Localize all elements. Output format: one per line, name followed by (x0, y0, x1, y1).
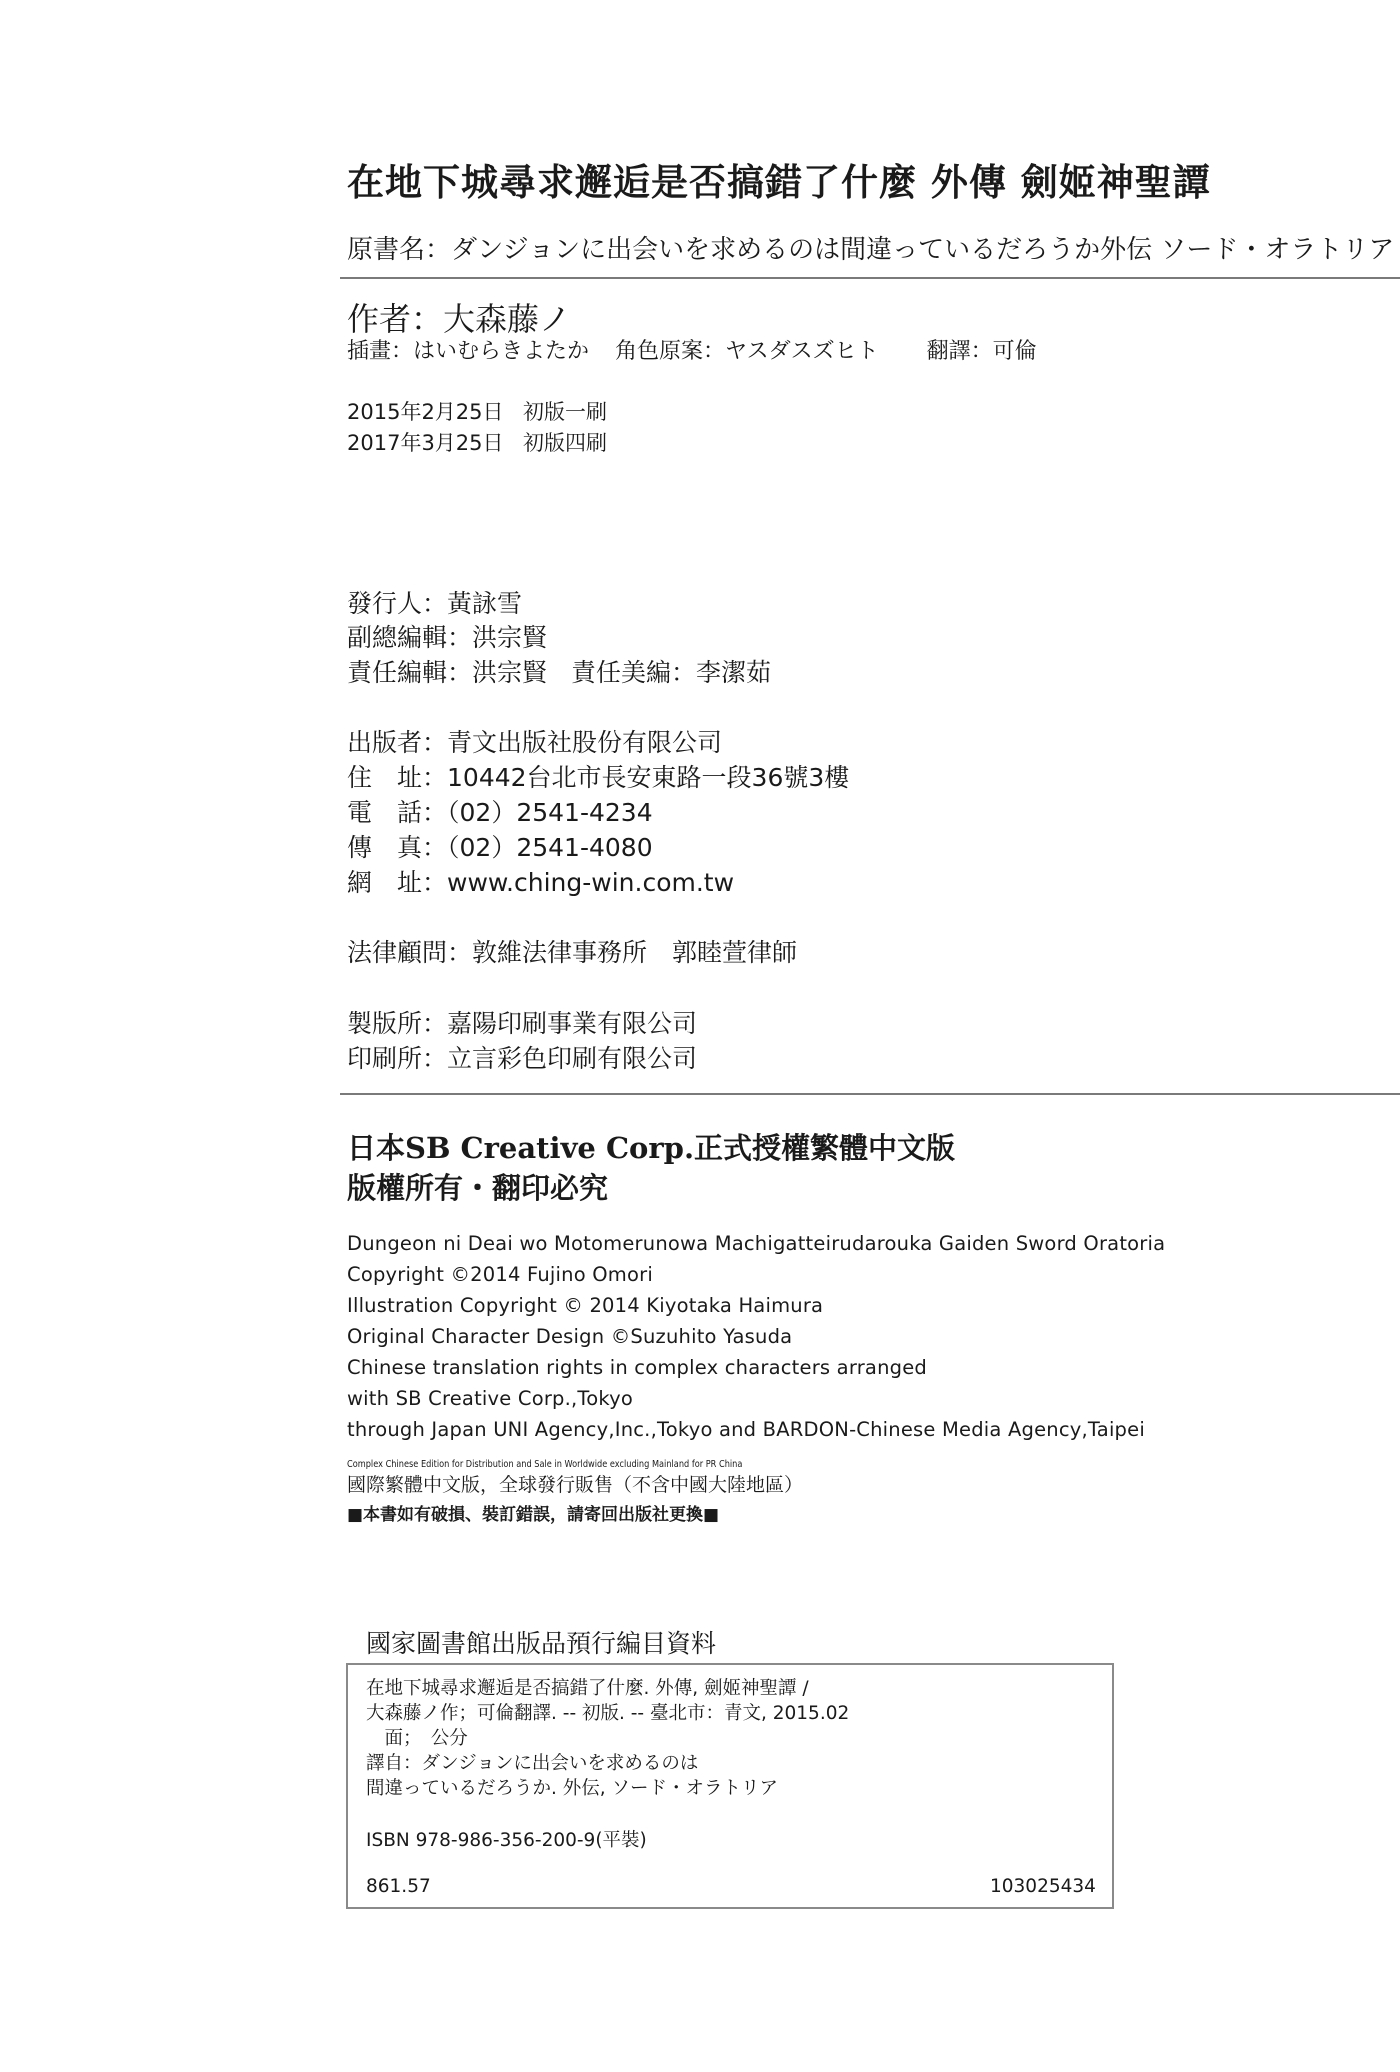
illustrator-credit: 插畫：はいむらきよたか (347, 339, 590, 364)
printing-line (347, 396, 607, 426)
plate-maker: 製版所：嘉陽印刷事業有限公司 (347, 1009, 698, 1038)
legal-advisor: 法律顧問：敦維法律事務所 郭睦萱律師 (347, 938, 798, 967)
publisher-fax-line (347, 828, 653, 864)
rights-line: through Japan UNI Agency,Inc.,Tokyo and BARDON-Chinese Media Agency,Taipei (347, 1418, 1145, 1441)
publisher-name-label: 出版者： (347, 728, 448, 757)
rights-line: Illustration Copyright © 2014 Kiyotaka Haimura (347, 1294, 824, 1317)
replacement-note: ■本書如有破損、裝訂錯誤，請寄回出版社更換■ (347, 1505, 720, 1525)
cip-isbn: ISBN 978-986-356-200-9(平裝) (366, 1830, 647, 1851)
publisher-person: 發行人：黃詠雪 (347, 589, 523, 618)
web-label: 網 址： (347, 868, 448, 897)
printing-edition: 初版四刷 (523, 431, 607, 455)
cip-classification: 861.57 (366, 1876, 431, 1897)
deputy-editor: 副總編輯：洪宗賢 (347, 623, 548, 652)
section-divider (340, 1093, 1400, 1095)
publisher-web-line (347, 863, 734, 899)
printing-line (347, 427, 607, 457)
cip-line: 大森藤ノ作；可倫翻譯. -- 初版. -- 臺北市：青文, 2015.02 (366, 1703, 850, 1724)
printing-date: 2017年3月25日 (347, 431, 504, 455)
author-line: 作者：大森藤ノ (347, 300, 572, 338)
header-divider (340, 277, 1400, 279)
cip-line: 譯自：ダンジョンに出会いを求めるのは (366, 1753, 699, 1774)
phone-label: 電 話： (347, 798, 448, 827)
rights-line: Chinese translation rights in complex characters arranged (347, 1356, 927, 1379)
rights-line: Dungeon ni Deai wo Motomerunowa Machigatteirudarouka Gaiden Sword Oratoria (347, 1232, 1166, 1255)
rights-line: Original Character Design ©Suzuhito Yasuda (347, 1325, 793, 1348)
rights-reserved: 版權所有・翻印必究 (347, 1171, 609, 1205)
publisher-address: 10442台北市長安東路一段36號3樓 (447, 763, 850, 792)
translator-credit: 翻譯：可倫 (926, 339, 1037, 364)
printing-date: 2015年2月25日 (347, 400, 504, 424)
edition-note: Complex Chinese Edition for Distribution and Sale in Worldwide excluding Mainland for PR China (347, 1459, 743, 1470)
cip-line: 間違っているだろうか. 外伝, ソード・オラトリア (366, 1778, 779, 1799)
rights-line: Copyright ©2014 Fujino Omori (347, 1263, 653, 1286)
responsible-editor: 責任編輯：洪宗賢 (347, 658, 548, 687)
copyright-heading (347, 1128, 955, 1208)
fax-label: 傳 真： (347, 833, 448, 862)
address-label: 住 址： (347, 763, 448, 792)
publisher-phone-line (347, 793, 653, 829)
printing-edition: 初版一刷 (523, 400, 607, 424)
license-statement: 日本SB Creative Corp.正式授權繁體中文版 (347, 1131, 956, 1165)
character-design-credit: 角色原案：ヤスダスズヒト (615, 339, 879, 364)
art-editor: 責任美編：李潔茹 (571, 658, 772, 687)
publisher-name-line (347, 723, 722, 759)
original-title: 原書名：ダンジョンに出会いを求めるのは間違っているだろうか外伝 ソード・オラトリア (347, 235, 1395, 265)
cip-line: 在地下城尋求邂逅是否搞錯了什麼. 外傳, 劍姬神聖譚 / (366, 1678, 809, 1699)
rights-line: with SB Creative Corp.,Tokyo (347, 1387, 634, 1410)
cip-heading: 國家圖書館出版品預行編目資料 (366, 1629, 717, 1658)
printer: 印刷所：立言彩色印刷有限公司 (347, 1044, 698, 1073)
intl-edition-note: 國際繁體中文版，全球發行販售（不含中國大陸地區） (347, 1474, 804, 1496)
publisher-fax: （02）2541-4080 (447, 833, 653, 862)
book-title: 在地下城尋求邂逅是否搞錯了什麼 外傳 劍姬神聖譚 (347, 161, 1211, 204)
publisher-address-line (347, 758, 849, 794)
editor-line (347, 653, 771, 689)
publisher-phone: （02）2541-4234 (447, 798, 653, 827)
credits-line (347, 334, 1037, 365)
publisher-name: 青文出版社股份有限公司 (447, 728, 723, 757)
publisher-website: www.ching-win.com.tw (447, 868, 735, 897)
cip-record-number: 103025434 (990, 1876, 1096, 1897)
cip-line: 面； 公分 (366, 1728, 468, 1749)
